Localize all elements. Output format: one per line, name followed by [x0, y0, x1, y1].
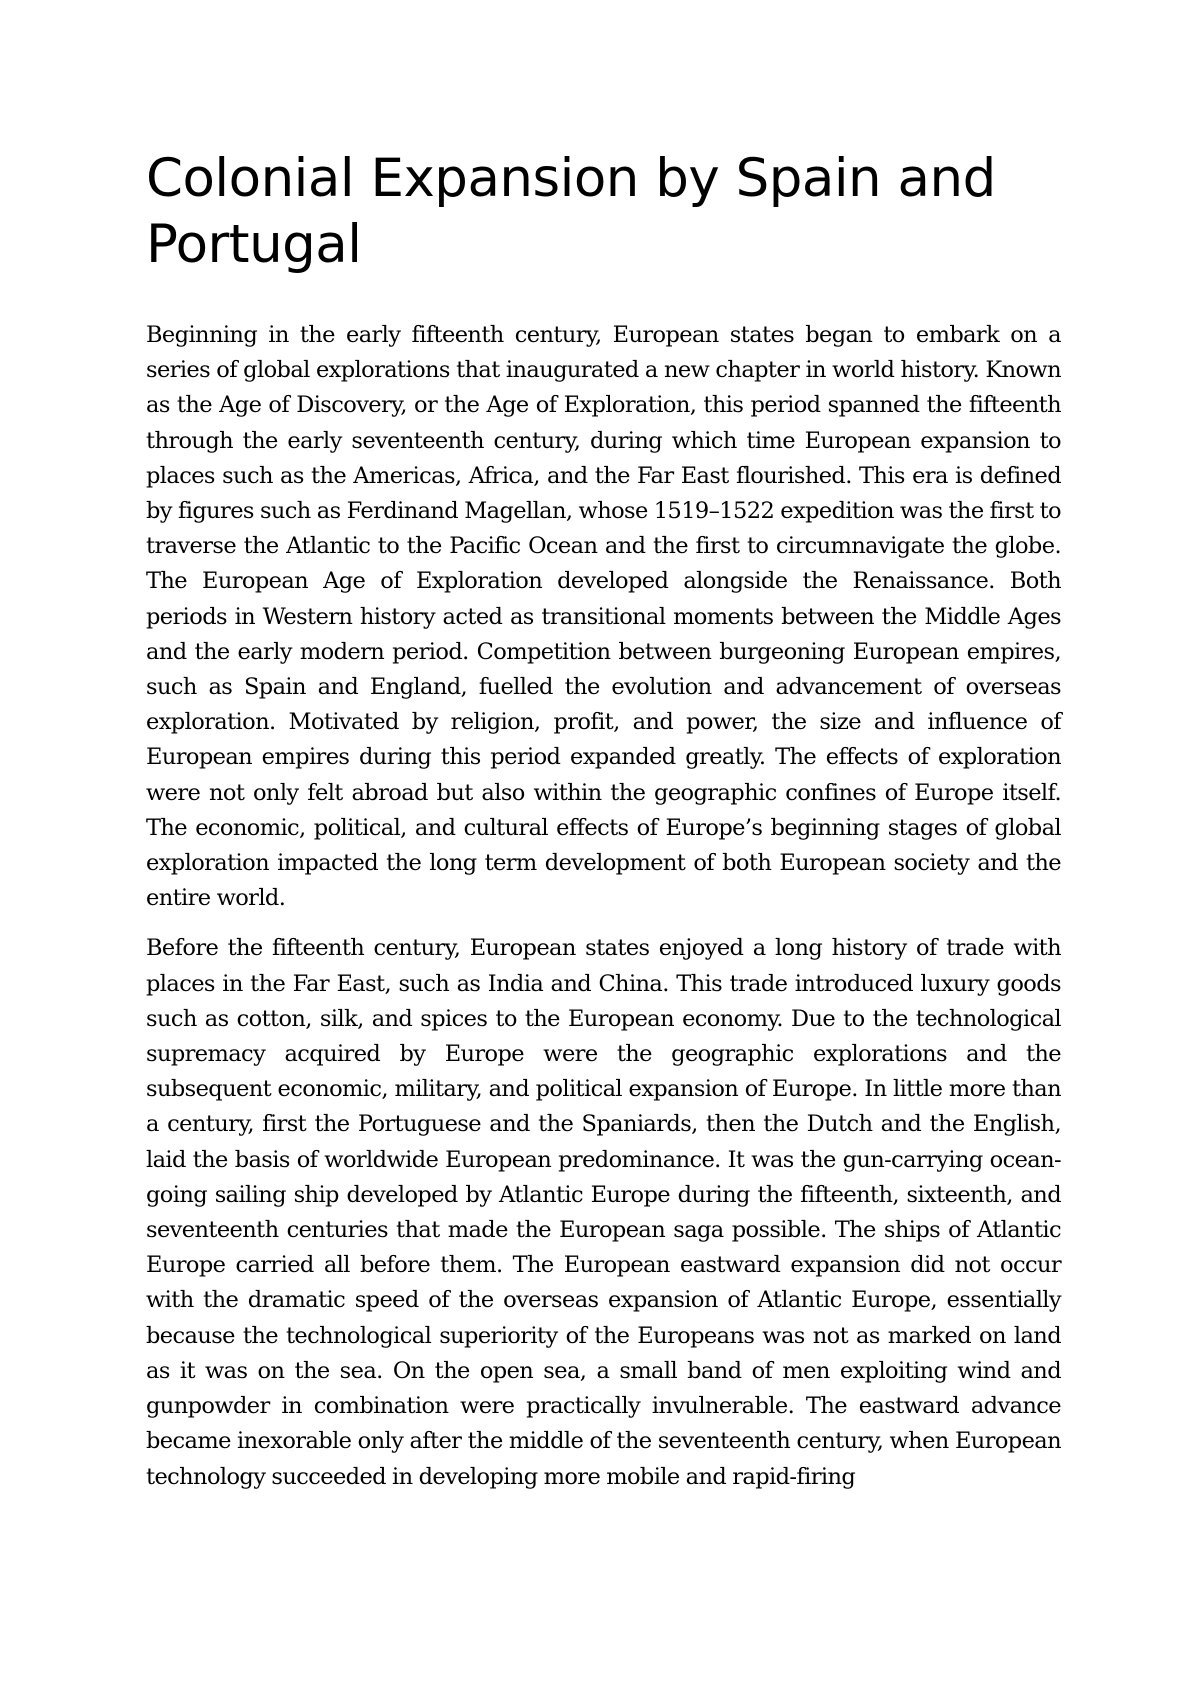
document-title: Colonial Expansion by Spain and Portugal [146, 148, 996, 275]
paragraph-age-of-exploration: Beginning in the early fifteenth century, European states began to embark on a series of global explorations that inaugurated a new chapter in world history. Known as the Age of Discovery, or the Age of Exploration, this period spanned the fifteenth through the early seventeenth century, during which time European expansion to places such as the Americas, Africa, and the Far East flourished. This era is defined by figures such as Ferdinand Magellan, whose 1519–1522 expedition was the first to traverse the Atlantic to the Pacific Ocean and the first to circumnavigate the globe. The European Age of Exploration developed alongside the Renaissance. Both periods in Western history acted as transitional moments between the Middle Ages and the early modern period. Competition between burgeoning European empires, such as Spain and England, fuelled the evolution and advancement of overseas exploration. Motivated by religion, profit, and power, the size and influence of European empires during this period expanded greatly. The effects of exploration were not only felt abroad but also within the geographic confines of Europe itself. The economic, political, and cultural effects of Europe’s beginning stages of global exploration impacted the long term development of both European society and the entire world. [146, 322, 1061, 912]
paragraph-technological-supremacy: Before the fifteenth century, European states enjoyed a long history of trade with places in the Far East, such as India and China. This trade introduced luxury goods such as cotton, silk, and spices to the European economy. Due to the technological supremacy acquired by Europe were the geographic explorations and the subsequent economic, military, and political expansion of Europe. In little more than a century, first the Portuguese and the Spaniards, then the Dutch and the English, laid the basis of worldwide European predominance. It was the gun-carrying ocean-going sailing ship developed by Atlantic Europe during the fifteenth, sixteenth, and seventeenth centuries that made the European saga possible. The ships of Atlantic Europe carried all before them. The European eastward expansion did not occur with the dramatic speed of the overseas expansion of Atlantic Europe, essentially because the technological superiority of the Europeans was not as marked on land as it was on the sea. On the open sea, a small band of men exploiting wind and gunpowder in combination were practically invulnerable. The eastward advance became inexorable only after the middle of the seventeenth century, when European technology succeeded in developing more mobile and rapid-firing [146, 935, 1061, 1490]
document-page [146, 146, 1061, 1490]
